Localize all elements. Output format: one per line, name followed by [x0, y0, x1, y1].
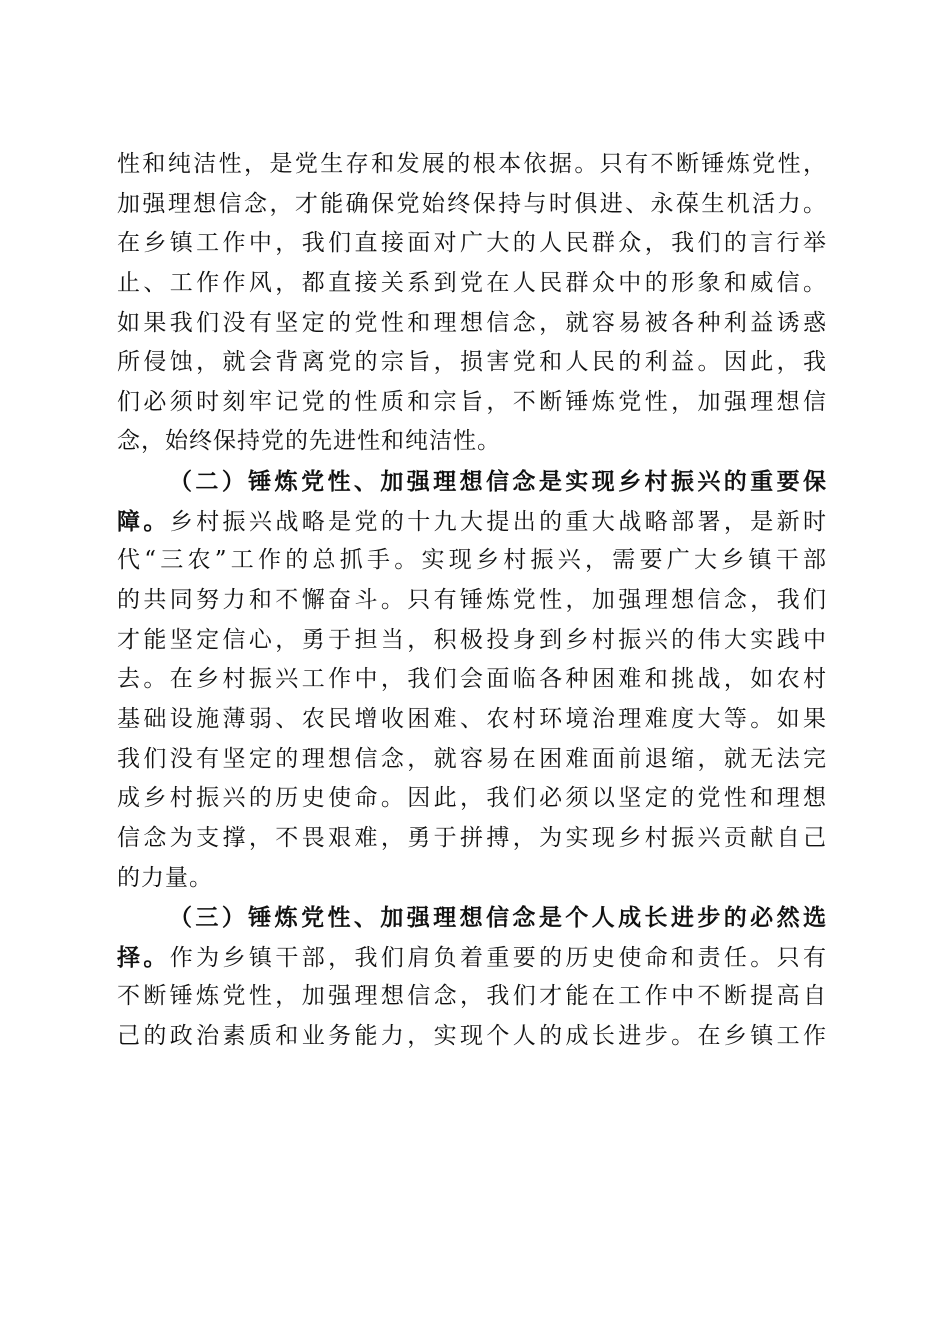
paragraph-2-line-5: 才能坚定信心，勇于担当，积极投身到乡村振兴的伟大实践中 [117, 626, 827, 653]
paragraph-1-line-5: 如果我们没有坚定的党性和理想信念，就容易被各种利益诱惑 [117, 309, 827, 336]
paragraph-1-line-6: 所侵蚀，就会背离党的宗旨，损害党和人民的利益。因此，我 [117, 349, 827, 376]
paragraph-2-heading-end: 障。 [117, 507, 170, 535]
paragraph-3-line-4: 己的政治素质和业务能力，实现个人的成长进步。在乡镇工作 [117, 1023, 827, 1050]
paragraph-3-line-3: 不断锤炼党性，加强理想信念，我们才能在工作中不断提高自 [117, 983, 827, 1010]
paragraph-2-line-10: 信念为支撑，不畏艰难，勇于拼搏，为实现乡村振兴贡献自己 [117, 824, 827, 851]
paragraph-1-line-1: 性和纯洁性，是党生存和发展的根本依据。只有不断锤炼党性， [117, 151, 827, 177]
paragraph-2-line-2-text: 乡村振兴战略是党的十九大提出的重大战略部署，是新时 [169, 508, 828, 535]
paragraph-1-line-8: 念，始终保持党的先进性和纯洁性。 [117, 428, 501, 455]
paragraph-1-line-7: 们必须时刻牢记党的性质和宗旨，不断锤炼党性，加强理想信 [117, 388, 827, 415]
paragraph-2-line-3: 代“三农”工作的总抓手。实现乡村振兴，需要广大乡镇干部 [117, 547, 827, 574]
paragraph-2-line-7: 基础设施薄弱、农民增收困难、农村环境治理难度大等。如果 [117, 705, 827, 732]
paragraph-1-line-2: 加强理想信念，才能确保党始终保持与时俱进、永葆生机活力。 [117, 190, 827, 217]
paragraph-3-line-2 [117, 938, 827, 978]
paragraph-1-line-3: 在乡镇工作中，我们直接面对广大的人民群众，我们的言行举 [117, 230, 827, 257]
paragraph-3-line-2-text: 作为乡镇干部，我们肩负着重要的历史使命和责任。只有 [169, 944, 828, 971]
paragraph-2-heading: （二）锤炼党性、加强理想信念是实现乡村振兴的重要保 [169, 468, 827, 496]
paragraph-1-line-4: 止、工作作风，都直接关系到党在人民群众中的形象和威信。 [117, 269, 827, 296]
paragraph-2-line-11: 的力量。 [117, 864, 213, 891]
paragraph-2-line-6: 去。在乡村振兴工作中，我们会面临各种困难和挑战，如农村 [117, 666, 827, 693]
paragraph-3-heading-end: 择。 [117, 943, 170, 971]
paragraph-3-heading: （三）锤炼党性、加强理想信念是个人成长进步的必然选 [169, 904, 827, 932]
paragraph-2-line-8: 我们没有坚定的理想信念，就容易在困难面前退缩，就无法完 [117, 745, 827, 772]
paragraph-2-line-2 [117, 502, 827, 542]
paragraph-2-line-4: 的共同努力和不懈奋斗。只有锤炼党性，加强理想信念，我们 [117, 587, 827, 614]
document-body [117, 145, 827, 1057]
paragraph-2-line-9: 成乡村振兴的历史使命。因此，我们必须以坚定的党性和理想 [117, 785, 827, 812]
